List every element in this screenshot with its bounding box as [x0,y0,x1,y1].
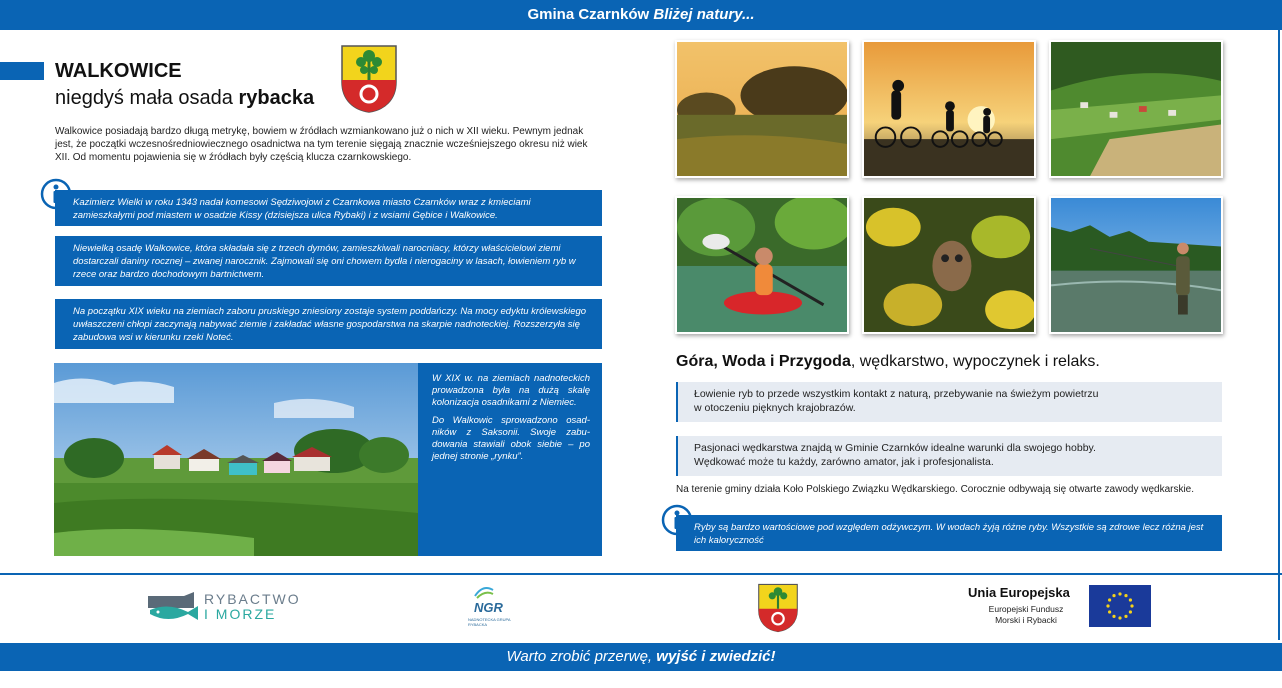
photo-aerial-village [1049,40,1223,178]
fishing-info-2-line-1: Pasjonaci wędkarstwa znajdą w Gminie Czarnków idealne warunki dla swojego hobby. [694,442,1096,454]
coat-of-arms-icon [340,44,398,114]
fishing-info-box-2 [676,436,1222,476]
page-subtitle [55,87,314,110]
fish-nutrition-box: Ryby są bardzo wartościowe pod względem odżywczym. W wodach żyją różne ryby. Wszystkie są zdrowe lecz różna jest ich kaloryczność [676,515,1222,551]
photo-angler-river [1049,196,1223,334]
photo-owl-leaves [862,196,1036,334]
footer-bar [0,643,1282,671]
village-text-2: Do Walkowic sprowadzono osadników z Saksonii. Swoje zabudowania stawiali obok siebie – po jednej stronie „rynku”. [432,415,590,462]
photo-sunset-landscape [675,40,849,178]
history-box-1: Kazimierz Wielki w roku 1343 nadał komesowi Sędziwojowi z Czarnkowa miasto Czarnków wraz z kmieciami zamieszkałymi pod miastem w osadzie Kissy (dzisiejsza ulica Rybaki) i z wsiami Gębice i Walkowice. [55,190,602,226]
header-prefix: Gmina Czarnków [527,6,650,23]
logos-divider [0,573,1282,575]
fish-icon [144,588,202,624]
right-heading [676,353,1100,371]
right-heading-rest: , wędkarstwo, wypoczynek i relaks. [850,353,1100,370]
village-photo [54,363,418,556]
fishing-info-1-line-2: w otoczeniu pięknych krajobrazów. [694,402,856,414]
fishing-info-1-line-1: Łowienie ryb to przede wszystkim kontakt z naturą, przebywanie na świeżym powietrzu [694,388,1099,400]
coat-of-arms-icon [757,583,799,633]
title-accent-bar [0,62,44,80]
history-box-2: Niewielką osadę Walkowice, która składała się z trzech dymów, zamieszkiwali narocniacy, którzy właścicielowi ziemi dostarczali daniny rocznej – zwanej narocznik. Zajmowali się oni chowem bydła i nierogaciny w lasach, łowieniem ryb w rzece oraz bardzo dochodowym bartnictwem. [55,236,602,286]
history-box-3: Na początku XIX wieku na ziemiach zaboru pruskiego zniesiony zostaje system poddańczy. Na mocy edyktu królewskiego uwłaszczeni chłopi zaczynają nabywać ziemie i zakładać własne gospodarstwa na skarpie nadnoteckiej. Rozszerzyła się zabudowa wsi w kierunku rzeki Noteć. [55,299,602,349]
village-text-box [418,363,602,556]
rybactwo-logo-line-1: RYBACTWO [204,591,301,607]
eu-title: Unia Europejska [968,585,1070,600]
right-border-line [1278,30,1280,640]
subtitle-plain: niegdyś mała osada [55,87,233,109]
header-bar [0,0,1282,30]
subtitle-bold: rybacka [238,87,315,109]
ngr-logo-sub: NADNOTECKA GRUPA RYBACKA [468,617,511,627]
ngr-logo: NGR [474,600,503,615]
right-heading-bold: Góra, Woda i Przygoda [676,353,851,370]
eu-subtitle [986,604,1066,626]
eu-subtitle-line-2: Morski i Rybacki [995,615,1057,625]
eu-flag-icon [1089,585,1151,627]
header-tagline: Bliżej natury... [653,6,755,23]
rybactwo-logo-line-2: I MORZE [204,606,277,622]
fishing-info-box-1 [676,382,1222,422]
village-text-1: W XIX w. na ziemiach nadnoteckich prowadzona była na dużą skalę kolonizacja osadnikami z Niemiec. [432,373,590,408]
ngr-fish-icon [473,584,495,600]
photo-cyclists [862,40,1036,178]
photo-kayaker [675,196,849,334]
intro-paragraph: Walkowice posiadają bardzo długą metrykę, bowiem w źródłach wzmiankowano już o nich w XII wieku. Pewnym jednak jest, że początki wczesnośredniowiecznego osadnictwa na tym terenie sięgają znacznie wcześniejszego okresu niż wiek XII. Od momentu pojawienia się w źródłach były częścią klucza czarnkowskiego. [55,126,588,163]
angling-club-text: Na terenie gminy działa Koło Polskiego Związku Wędkarskiego. Corocznie odbywają się otwarte zawody wędkarskie. [676,484,1195,495]
page-title: WALKOWICE [55,60,182,82]
footer-bold: wyjść i zwiedzić! [656,648,776,665]
fishing-info-2-line-2: Wędkować może tu każdy, zarówno amator, jak i profesjonalista. [694,456,994,468]
eu-subtitle-line-1: Europejski Fundusz [988,604,1064,614]
footer-plain: Warto zrobić przerwę, [506,648,653,665]
